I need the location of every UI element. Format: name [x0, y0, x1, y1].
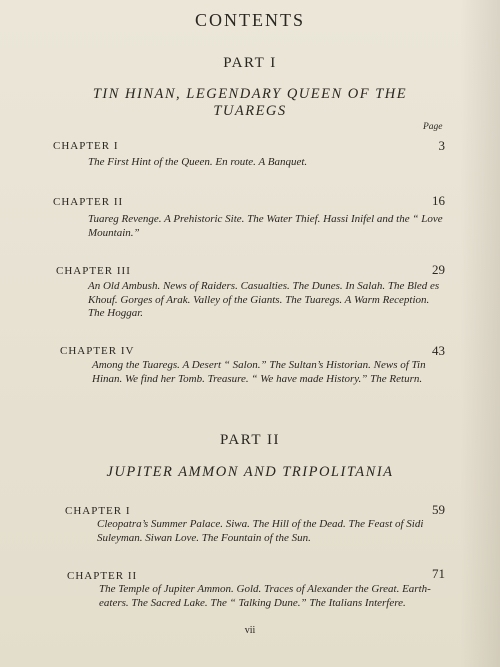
chapter-page-number: 59	[432, 502, 445, 517]
chapter-description: The Temple of Jupiter Ammon. Gold. Traces of Alexander the Great. Earth-eaters. The Sacred Lake. The “ Talking Dune.” The Italians Interfere.	[99, 583, 431, 609]
chapter-label: CHAPTER III	[56, 265, 131, 277]
chapter-description: Cleopatra’s Summer Palace. Siwa. The Hill of the Dead. The Feast of Sidi Suleyman. Siwan Love. The Fountain of the Sun.	[97, 518, 424, 544]
chapter-page-number: 29	[432, 262, 445, 277]
page-column-header: Page	[423, 122, 443, 132]
chapter-label: CHAPTER IV	[60, 345, 135, 357]
chapter-page-number: 43	[432, 343, 445, 358]
chapter-label: CHAPTER II	[53, 196, 124, 208]
page-folio: vii	[244, 625, 256, 636]
chapter-label: CHAPTER I	[53, 140, 119, 152]
part-1-subtitle: TIN HINAN, LEGENDARY QUEEN OF THE TUAREGS	[92, 86, 408, 119]
contents-heading: CONTENTS	[195, 10, 305, 30]
chapter-description: The First Hint of the Queen. En route. A Banquet.	[88, 156, 308, 168]
chapter-description: Tuareg Revenge. A Prehistoric Site. The Water Thief. Hassi Inifel and the “ Love Mountain.”	[88, 213, 443, 239]
chapter-page-number: 3	[438, 138, 445, 153]
part-2-title: PART II	[219, 432, 281, 448]
part-1-title: PART I	[223, 55, 277, 71]
chapter-label: CHAPTER II	[67, 570, 138, 582]
chapter-page-number: 16	[432, 193, 445, 208]
part-2-subtitle: JUPITER AMMON AND TRIPOLITANIA	[106, 464, 394, 480]
chapter-page-number: 71	[432, 566, 445, 581]
chapter-label: CHAPTER I	[65, 505, 131, 517]
chapter-description: Among the Tuaregs. A Desert “ Salon.” The Sultan’s Historian. News of Tin Hinan. We find her Tomb. Treasure. “ We have made History.” The Return.	[92, 359, 426, 385]
chapter-description: An Old Ambush. News of Raiders. Casualties. The Dunes. In Salah. The Bled es Khouf. Gorges of Arak. Valley of the Giants. The Tuaregs. A Warm Reception. The Hoggar.	[88, 280, 440, 319]
page-edge-shadow	[460, 0, 500, 667]
